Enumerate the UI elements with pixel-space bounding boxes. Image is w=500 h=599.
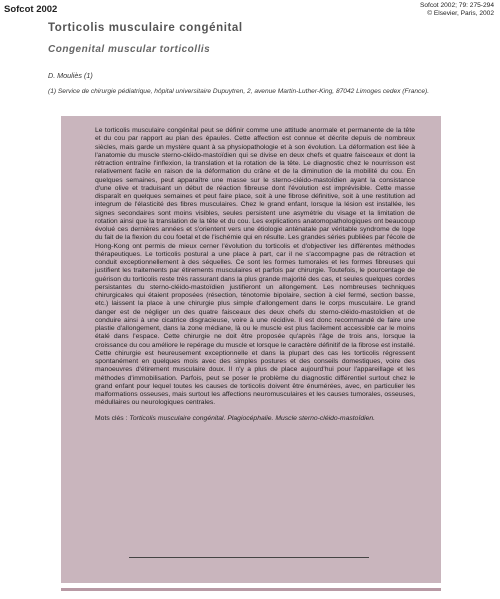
citation-volume: Sofcot 2002; 79: 275-294 [419, 2, 494, 9]
citation-publisher: © Elsevier, Paris, 2002 [427, 10, 494, 18]
abstract-divider [129, 557, 369, 558]
affiliation: (1) Service de chirurgie pédiatrique, hôpital universitaire Dupuytren, 2, avenue Martin-Luther-King, 87042 Limoges cedex (France). [48, 88, 430, 95]
keywords [95, 415, 415, 423]
citation [420, 2, 494, 19]
author: D. Mouliès (1) [48, 71, 93, 80]
abstract-text: Le torticolis musculaire congénital peut se définir comme une attitude anormale et permanente de la tête et du cou par rapport au plan des épaules. Cette affection est connue et décrite depuis de nombreux siècles, mais garde un mystère quant à sa physiopathologie et à son évolution. La déformation est liée à l'anatomie du muscle sterno-cléido-mastoïdien qui se divise en deux chefs et quatre faisceaux et dont la rétraction entraîne l'inflexion, la translation et la rotation de la tête. Le diagnostic chez le nourrisson est relativement facile en raison de la déformation du crâne et de la diminution de la mobilité du cou. En quelques semaines, peut apparaître une masse sur le sterno-cléido-mastoïdien ayant la consistance d'une olive et traduisant un début de réaction fibreuse dont l'évolution est imprévisible. Cette masse disparaît en quelques semaines et peut faire place, soit à une fibrose définitive, soit à une restitution ad integrum de l'élasticité des fibres musculaires. Chez le grand enfant, lorsque la lésion est installée, les signes secondaires sont moins visibles, seules persistent une asymétrie du visage et la limitation de rotation ainsi que la translation de la tête et du cou. Les explications anatomopathologiques ont beaucoup évolué ces dernières années et s'orientent vers une étiologie anténatale par véritable syndrome de loge du fait de la flexion du cou foetal et de l'ischémie qui en résulte. Les grandes séries publiées par l'école de Hong-Kong ont permis de mieux cerner l'évolution du torticolis et d'objectiver les différentes méthodes thérapeutiques. Le torticolis postural a une place à part, car il ne s'accompagne pas de rétraction et conduit exceptionnellement à des séquelles. Ce sont les formes tumorales et les formes fibreuses qui justifient les traitements par étirements musculaires et parfois par chirurgie. Toutefois, le pourcentage de guérison du torticolis reste très rassurant dans la plus grande majorité des cas, et seules quelques cordes persistantes du sterno-cléido-mastoïdien justifieront un allongement. Les nombreuses techniques chirurgicales qui étaient proposées (résection, ténotomie bipolaire, section à ciel fermé, section basse, etc.) laissent la place à une chirurgie plus simple d'allongement dans le corps musculaire. Le grand danger est de négliger un des quatre faisceaux des deux chefs du sterno-cléido-mastoïdien et de conduire ainsi à une cicatrice disgracieuse, voire à une récidive. Il est donc recommandé de faire une plastie d'allongement, dans la zone médiane, là ou le muscle est plus facilement accessible car le moins étalé dans l'espace. Cette chirurgie ne doit être proposée qu'après l'âge de trois ans, lorsque la croissance du cou améliore le repérage du muscle et lorsque le caractère définitif de la fibrose est installé. Cette chirurgie est heureusement exceptionnelle et dans la plupart des cas les torticolis régressent spontanément en quelques mois avec des simples postures et des conseils domestiques, voire des manoeuvres d'étirement musculaire doux. Il n'y a plus de place aujourd'hui pour l'appareillage et les méthodes d'immobilisation. Parfois, peut se poser le problème du diagnostic différentiel surtout chez le grand enfant pour lequel toutes les causes de torticolis doivent être énumérées, avec, en particulier les malformations osseuses, mais surtout les affections neuromusculaires et les causes tumorales, osseuses, médullaires ou neurologiques centrales. [95, 127, 415, 407]
keywords-terms: Torticolis musculaire congénital. Plagiocéphalie. Muscle sterno-cléido-mastoïdien. [129, 414, 376, 422]
article-title: Torticolis musculaire congénital [48, 22, 243, 34]
bottom-rule [61, 588, 441, 591]
keywords-label: Mots clés : [95, 414, 130, 422]
article-title-english: Congenital muscular torticollis [48, 44, 211, 55]
journal-name: Sofcot 2002 [4, 4, 58, 15]
abstract-box [61, 116, 441, 583]
